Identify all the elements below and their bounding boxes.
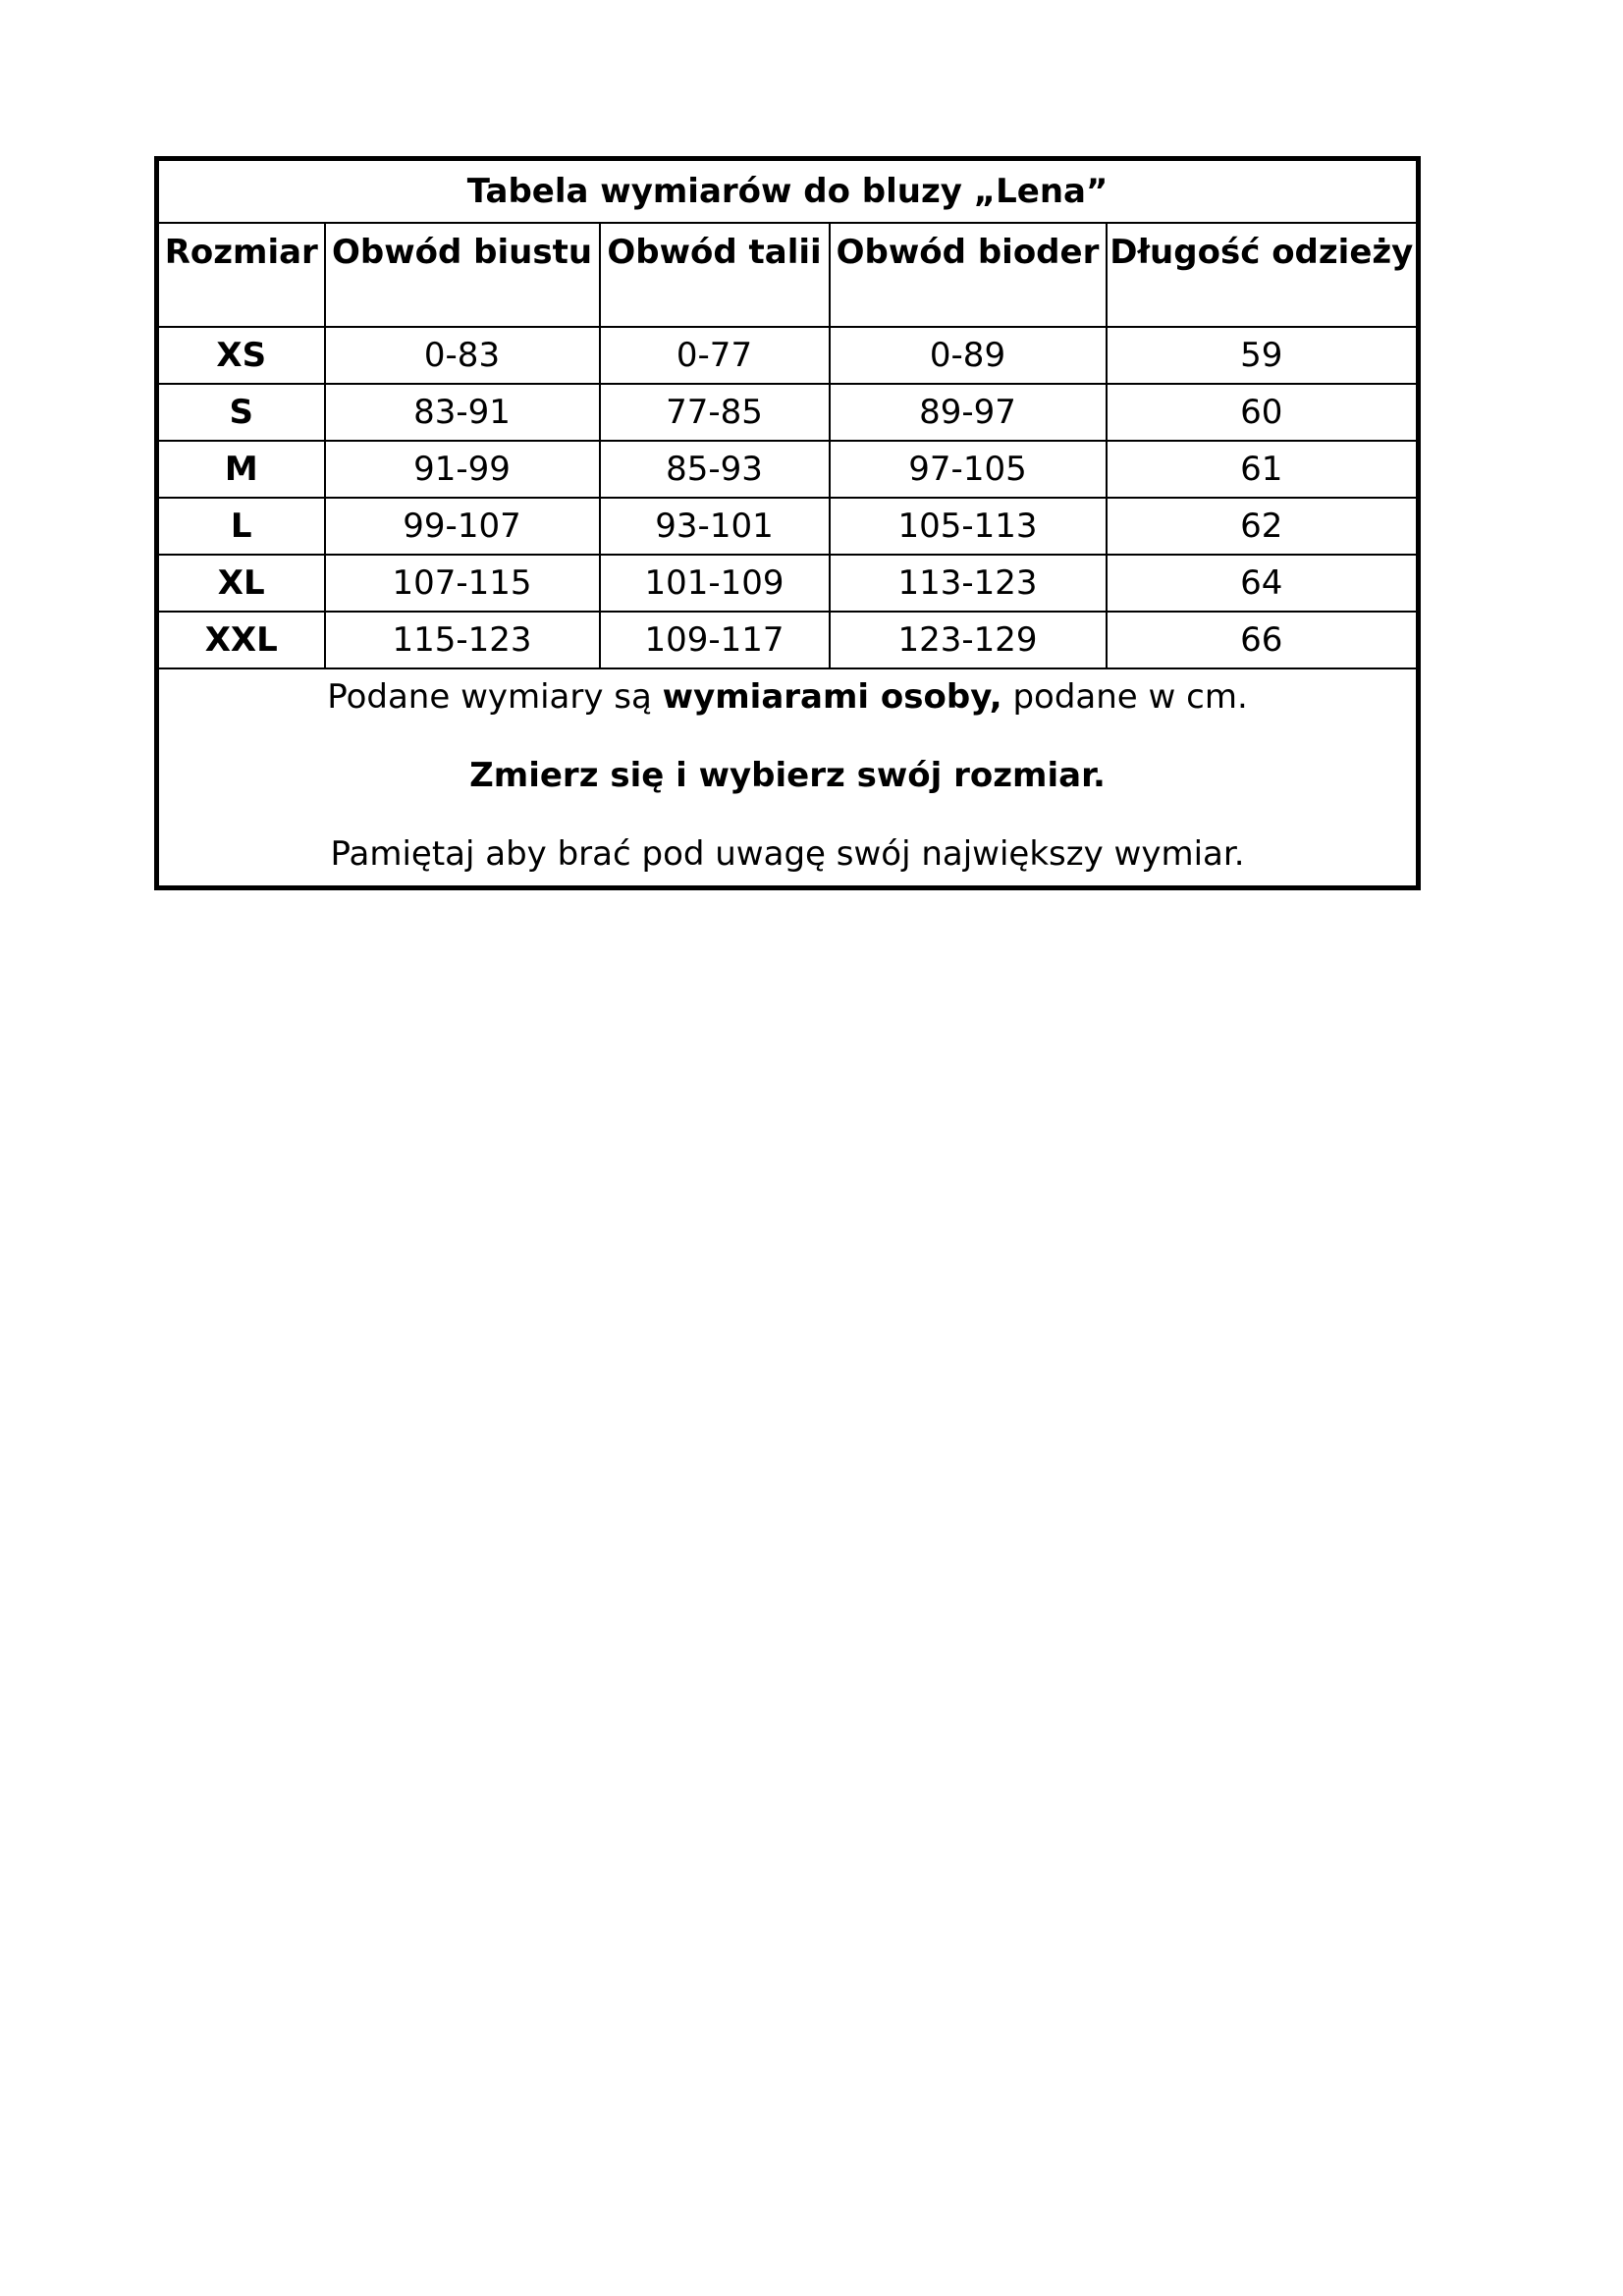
waist-cell: 85-93	[600, 441, 830, 498]
hips-cell: 123-129	[830, 612, 1107, 668]
waist-cell: 0-77	[600, 327, 830, 384]
hips-cell: 89-97	[830, 384, 1107, 441]
hips-cell: 0-89	[830, 327, 1107, 384]
table-row	[157, 384, 1419, 441]
bust-cell: 83-91	[325, 384, 600, 441]
header-hips: Obwód bioder	[830, 223, 1107, 327]
size-cell: XXL	[157, 612, 325, 668]
size-cell: XL	[157, 555, 325, 612]
table-row	[157, 612, 1419, 668]
length-cell: 62	[1107, 498, 1419, 555]
length-cell: 66	[1107, 612, 1419, 668]
waist-cell: 101-109	[600, 555, 830, 612]
table-row	[157, 555, 1419, 612]
notes-cell	[157, 668, 1419, 888]
hips-cell: 113-123	[830, 555, 1107, 612]
length-cell: 64	[1107, 555, 1419, 612]
bust-cell: 107-115	[325, 555, 600, 612]
notes-row	[157, 668, 1419, 888]
size-chart-table	[154, 156, 1421, 890]
note-units	[159, 669, 1416, 717]
table-header-row	[157, 223, 1419, 327]
bust-cell: 99-107	[325, 498, 600, 555]
size-cell: L	[157, 498, 325, 555]
waist-cell: 109-117	[600, 612, 830, 668]
waist-cell: 93-101	[600, 498, 830, 555]
table-row	[157, 498, 1419, 555]
note-units-bold: wymiarami osoby,	[662, 677, 1002, 717]
table-row	[157, 441, 1419, 498]
hips-cell: 97-105	[830, 441, 1107, 498]
size-cell: S	[157, 384, 325, 441]
hips-cell: 105-113	[830, 498, 1107, 555]
note-units-pre: Podane wymiary są	[327, 677, 663, 717]
table-title: Tabela wymiarów do bluzy „Lena”	[157, 159, 1419, 224]
length-cell: 60	[1107, 384, 1419, 441]
table-title-row	[157, 159, 1419, 224]
header-bust: Obwód biustu	[325, 223, 600, 327]
header-size: Rozmiar	[157, 223, 325, 327]
bust-cell: 115-123	[325, 612, 600, 668]
size-cell: XS	[157, 327, 325, 384]
bust-cell: 0-83	[325, 327, 600, 384]
waist-cell: 77-85	[600, 384, 830, 441]
note-units-post: podane w cm.	[1001, 677, 1248, 717]
note-largest: Pamiętaj aby brać pod uwagę swój największy wymiar.	[330, 834, 1245, 874]
length-cell: 59	[1107, 327, 1419, 384]
bust-cell: 91-99	[325, 441, 600, 498]
note-measure: Zmierz się i wybierz swój rozmiar.	[469, 756, 1106, 795]
header-waist: Obwód talii	[600, 223, 830, 327]
length-cell: 61	[1107, 441, 1419, 498]
table-row	[157, 327, 1419, 384]
header-length: Długość odzieży	[1107, 223, 1419, 327]
size-cell: M	[157, 441, 325, 498]
